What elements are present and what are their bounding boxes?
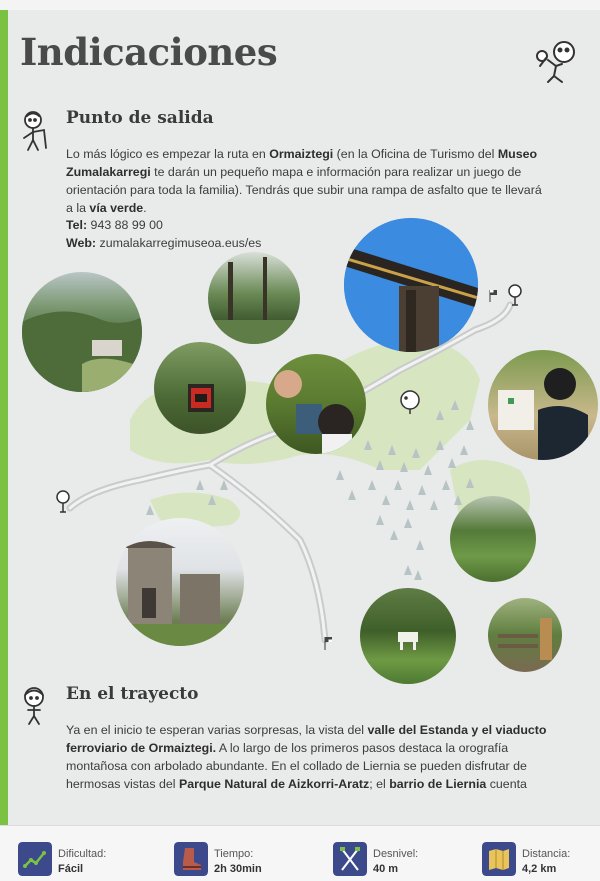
stat-value: Fácil <box>58 863 84 875</box>
page-title: Indicaciones <box>20 30 278 74</box>
photo-viaduct <box>344 218 478 352</box>
salida-phone: Tel: 943 88 99 00 <box>66 218 163 232</box>
stat-value: 2h 30min <box>214 863 262 875</box>
section-title-trayecto: En el trayecto <box>66 684 199 704</box>
salida-web: Web: zumalakarregimuseoa.eus/es <box>66 236 262 250</box>
salida-line-1: Lo más lógico es empezar la ruta en Ormaiztegi (en la Oficina de Turismo del Museo <box>66 147 538 161</box>
section-title-salida: Punto de salida <box>66 108 214 128</box>
photo-gate <box>488 598 562 672</box>
photo-valley <box>22 272 142 392</box>
photo-child-map <box>266 354 366 454</box>
difficulty-chart-icon <box>18 842 52 876</box>
stat-label: Dificultad: <box>58 848 107 860</box>
stat-value: 4,2 km <box>522 863 557 875</box>
stat-label: Tiempo: <box>214 848 254 860</box>
trayecto-line-3: montañosa con arbolado abundante. En el collado de Liernia se pueden disfrutar de <box>66 759 527 773</box>
photo-signpost <box>154 342 246 434</box>
mascot-girl-icon <box>18 686 52 726</box>
photo-horse-field <box>360 588 456 684</box>
salida-line-3: orientación para toda la familia). Tendrás que subir una rampa de asfalto que te llevará <box>66 183 542 197</box>
stat-label: Desnivel: <box>373 848 419 860</box>
photo-meadow <box>450 496 536 582</box>
stat-label: Distancia: <box>522 848 571 860</box>
salida-line-2: Zumalakarregi te darán un pequeño mapa e información para realizar un juego de <box>66 165 522 179</box>
photo-forest-path <box>208 252 300 344</box>
stat-value: 40 m <box>373 863 399 875</box>
photo-child-reading <box>488 350 598 460</box>
boot-icon <box>174 842 208 876</box>
trayecto-line-1: Ya en el inicio te esperan varias sorpresas, la vista del valle del Estanda y el viaducto <box>66 723 547 737</box>
route-stats-bar <box>0 825 600 881</box>
trayecto-line-2: ferroviario de Ormaiztegi. A lo largo de los primeros pasos destaca la orografía <box>66 741 509 755</box>
salida-line-4: a la vía verde. <box>66 201 147 215</box>
start-flag-icon <box>490 290 497 302</box>
museum-web-link[interactable]: zumalakarregimuseoa.eus/es <box>96 236 262 250</box>
trayecto-line-4: hermosas vistas del Parque Natural de Aizkorri-Aratz; el barrio de Liernia cuenta <box>66 777 527 791</box>
trekking-poles-icon <box>333 842 367 876</box>
map-distance-icon <box>482 842 516 876</box>
photo-stone-tower <box>116 518 244 646</box>
finish-flag-icon <box>325 637 332 650</box>
